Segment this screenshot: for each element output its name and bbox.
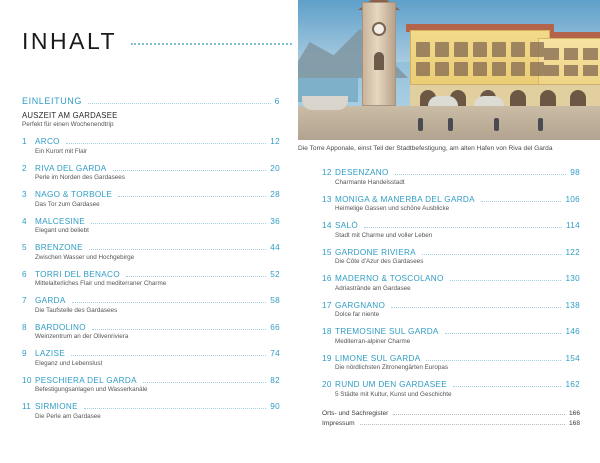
leader-dots (481, 201, 562, 202)
leader-dots (395, 174, 567, 175)
toc-entry-description: Mittelalterliches Flair und mediterraner Charme (35, 280, 167, 287)
toc-entry[interactable] (22, 349, 280, 367)
leader-dots (453, 386, 561, 387)
toc-entry[interactable] (22, 137, 280, 155)
toc-entry-description: Ein Kurort mit Flair (35, 147, 88, 155)
toc-entry-description: Adriastrände am Gardasee (335, 284, 411, 292)
back-matter-label: Impressum (322, 419, 355, 427)
photo-windows-right (544, 48, 598, 76)
page-title: INHALT (22, 28, 118, 54)
toc-entry-description: Dolce far niente (335, 311, 380, 318)
photo-boat (302, 96, 348, 110)
photo-person (538, 118, 543, 131)
toc-entry[interactable] (322, 248, 580, 266)
toc-entry-line[interactable] (322, 327, 580, 336)
toc-entry-description: 5 Städte mit Kultur, Kunst und Geschichte (335, 390, 452, 398)
toc-entry-description: Die Perle am Gardasee (35, 412, 101, 420)
back-matter-label: Orts- und Sachregister (322, 409, 389, 417)
toc-entry-description: Elegant und beliebt (35, 227, 89, 234)
leader-dots (92, 329, 266, 330)
toc-entry[interactable] (22, 190, 280, 208)
toc-entry-number: 8 (22, 322, 27, 332)
toc-entry-line[interactable] (322, 354, 580, 363)
photo-clock-face (372, 22, 386, 36)
leader-dots (426, 360, 561, 361)
toc-entry-title: TORRI DEL BENACO (35, 269, 120, 279)
leader-dots (450, 280, 562, 281)
leader-dots (360, 424, 565, 425)
toc-entry-page: 162 (565, 380, 580, 389)
toc-entry-description: Heimelige Gassen und schöne Ausblicke (335, 205, 450, 212)
toc-entry-line[interactable] (322, 248, 580, 257)
header-photo (298, 0, 600, 140)
toc-entry-description: Stadt mit Charme und voller Leben (335, 231, 433, 239)
toc-entry-title: GARDONE RIVIERA (335, 247, 416, 257)
toc-entry-line[interactable] (322, 168, 580, 177)
toc-entry-page: 52 (270, 269, 280, 279)
toc-entry-title: RUND UM DEN GARDASEE (335, 380, 447, 389)
toc-entry-number: 3 (22, 190, 27, 199)
toc-entry-number: 14 (322, 221, 332, 230)
toc-entry-line[interactable] (22, 190, 280, 199)
toc-entry-title: SALÒ (335, 221, 359, 230)
back-matter-entry[interactable] (322, 410, 580, 417)
toc-entry[interactable] (322, 354, 580, 372)
toc-entry-line[interactable] (22, 243, 280, 252)
toc-entry-title: SIRMIONE (35, 402, 78, 411)
toc-entry-line[interactable] (22, 349, 280, 358)
leader-dots (89, 249, 266, 250)
toc-entry-page: 106 (565, 194, 580, 204)
toc-entry-description: Die Côte d'Azur des Gardasees (335, 258, 424, 265)
leader-dots (72, 302, 267, 303)
toc-entry-title: PESCHIERA DEL GARDA (35, 375, 137, 385)
toc-entry-number: 20 (322, 380, 332, 389)
toc-entry-page: 58 (270, 296, 280, 305)
back-matter-list (322, 410, 580, 427)
toc-entry-title: NAGO & TORBOLE (35, 190, 113, 199)
toc-entry-number: 17 (322, 300, 332, 310)
leader-dots (445, 333, 562, 334)
toc-entry-page: 44 (270, 243, 280, 252)
leader-dots (393, 414, 565, 415)
page-title-row (22, 28, 292, 55)
toc-entry-description: Zwischen Wasser und Hochgebirge (35, 253, 135, 261)
leader-dots (66, 143, 266, 144)
toc-entry-title: MALCESINE (35, 216, 86, 226)
toc-entry-title: DESENZANO (335, 168, 389, 177)
toc-entry[interactable] (322, 327, 580, 345)
toc-entry-description: Weinzentrum an der Olivenriviera (35, 333, 129, 340)
toc-entry-title: BRENZONE (35, 243, 83, 252)
toc-entry-title: ARCO (35, 137, 60, 146)
toc-entry-number: 5 (22, 243, 27, 252)
toc-entry[interactable] (22, 296, 280, 314)
toc-entry-title: BARDOLINO (35, 322, 86, 332)
toc-entry-page: 82 (270, 375, 280, 385)
leader-dots (422, 254, 562, 255)
toc-entry-line[interactable] (22, 217, 280, 226)
toc-entry-line[interactable] (322, 380, 580, 389)
photo-umbrella (474, 96, 504, 106)
toc-entry[interactable] (322, 274, 580, 292)
toc-entry[interactable] (322, 168, 580, 186)
toc-entry-number: 4 (22, 216, 27, 226)
toc-entry[interactable] (322, 380, 580, 398)
toc-entry-description: Eleganz und Lebenslust (35, 359, 103, 367)
leader-dots (91, 223, 266, 224)
photo-umbrella (428, 96, 458, 106)
toc-entry-page: 114 (566, 221, 580, 230)
toc-entry[interactable] (22, 164, 280, 182)
toc-entry[interactable] (22, 376, 280, 394)
toc-entry[interactable] (322, 221, 580, 239)
leader-dots (391, 307, 561, 308)
leader-dots (84, 408, 266, 409)
toc-entry-page: 74 (270, 349, 280, 358)
toc-column-left (22, 96, 280, 429)
toc-entry-page: 154 (565, 353, 580, 363)
leader-dots (143, 382, 266, 383)
toc-entry-list-left (22, 137, 280, 420)
toc-entry-line[interactable] (22, 137, 280, 146)
intro-subtitle: AUSZEIT AM GARDASEE (22, 111, 118, 120)
toc-entry-page: 122 (565, 247, 580, 257)
toc-entry-line[interactable] (22, 296, 280, 305)
toc-entry-page: 130 (565, 274, 580, 283)
toc-entry[interactable] (322, 301, 580, 319)
leader-dots (364, 227, 562, 228)
toc-column-right (322, 168, 580, 430)
toc-entry-line[interactable] (22, 402, 280, 411)
toc-entry-number: 9 (22, 349, 27, 358)
intro-description: Perfekt für einen Wochenendtrip (22, 121, 114, 128)
photo-person (448, 118, 453, 131)
toc-entry-description: Charmante Handelsstadt (335, 178, 405, 186)
toc-entry-page: 66 (270, 322, 280, 332)
toc-entry-number: 10 (22, 375, 32, 385)
toc-entry-page: 36 (270, 216, 280, 226)
toc-entry-title: MONIGA & MANERBA DEL GARDA (335, 194, 475, 204)
title-rule (131, 43, 292, 45)
toc-entry-number: 19 (322, 353, 332, 363)
toc-entry-page: 20 (270, 163, 280, 173)
intro-page: 6 (274, 96, 280, 106)
back-matter-page: 168 (568, 419, 580, 427)
toc-entry-line[interactable] (322, 301, 580, 310)
photo-caption: Die Torre Apponale, einst Teil der Stadtbefestigung, am alten Hafen von Riva del Garda (298, 145, 553, 152)
toc-entry-line[interactable] (22, 376, 280, 385)
toc-entry-list-right (322, 168, 580, 398)
toc-entry-title: RIVA DEL GARDA (35, 163, 107, 173)
toc-entry-title: MADERNO & TOSCOLANO (335, 274, 444, 283)
toc-entry-description: Die Taufstelle des Gardasees (35, 306, 118, 314)
toc-entry-number: 16 (322, 274, 332, 283)
photo-tower-window (374, 52, 384, 70)
toc-entry-description: Das Tor zum Gardasee (35, 200, 100, 208)
toc-entry[interactable] (22, 402, 280, 420)
toc-entry-description: Befestigungsanlagen und Wasserkanäle (35, 386, 148, 393)
toc-entry-title: TREMOSINE SUL GARDA (335, 327, 439, 336)
toc-entry-description: Mediterran-alpiner Charme (335, 337, 411, 345)
toc-entry[interactable] (22, 270, 280, 288)
photo-person (494, 118, 499, 131)
toc-entry-number: 15 (322, 247, 332, 257)
toc-entry-line[interactable] (22, 323, 280, 332)
toc-entry-number: 12 (322, 168, 332, 177)
toc-entry[interactable] (322, 195, 580, 213)
toc-entry-line[interactable] (22, 270, 280, 279)
toc-entry-title: GARDA (35, 296, 66, 305)
toc-entry-description: Die nördlichsten Zitronengärten Europas (335, 364, 449, 371)
toc-entry[interactable] (22, 243, 280, 261)
leader-dots (71, 355, 266, 356)
toc-entry-line[interactable] (322, 274, 580, 283)
intro-label: EINLEITUNG (22, 96, 83, 106)
toc-entry-line[interactable] (322, 221, 580, 230)
toc-entry-number: 18 (322, 327, 332, 336)
toc-entry-page: 12 (270, 137, 280, 146)
toc-entry-page: 98 (570, 168, 580, 177)
toc-entry-number: 11 (22, 402, 32, 411)
photo-windows-left (416, 42, 544, 76)
toc-entry-description: Perle im Norden des Gardasees (35, 174, 125, 181)
back-matter-entry[interactable] (322, 420, 580, 427)
toc-entry-number: 7 (22, 296, 27, 305)
toc-entry-number: 2 (22, 163, 27, 173)
toc-entry-title: LAZISE (35, 349, 66, 358)
toc-entry-page: 138 (565, 300, 580, 310)
toc-entry[interactable] (22, 217, 280, 235)
toc-entry-line[interactable] (322, 195, 580, 204)
back-matter-page: 166 (568, 409, 580, 417)
torre-apponale-photo (298, 0, 600, 140)
leader-dots (118, 196, 266, 197)
leader-dots (113, 170, 267, 171)
photo-person (418, 118, 423, 131)
leader-dots (126, 276, 266, 277)
toc-entry-page: 28 (270, 190, 280, 199)
toc-entry-number: 6 (22, 269, 27, 279)
toc-entry-number: 1 (22, 137, 27, 146)
toc-entry-line[interactable] (22, 164, 280, 173)
toc-entry-title: GARGNANO (335, 300, 386, 310)
toc-entry-title: LIMONE SUL GARDA (335, 353, 421, 363)
intro-section-head[interactable] (22, 96, 280, 106)
leader-dots (88, 103, 271, 104)
toc-entry[interactable] (22, 323, 280, 341)
toc-entry-page: 90 (270, 402, 280, 411)
toc-entry-page: 146 (565, 327, 580, 336)
toc-entry-number: 13 (322, 194, 332, 204)
